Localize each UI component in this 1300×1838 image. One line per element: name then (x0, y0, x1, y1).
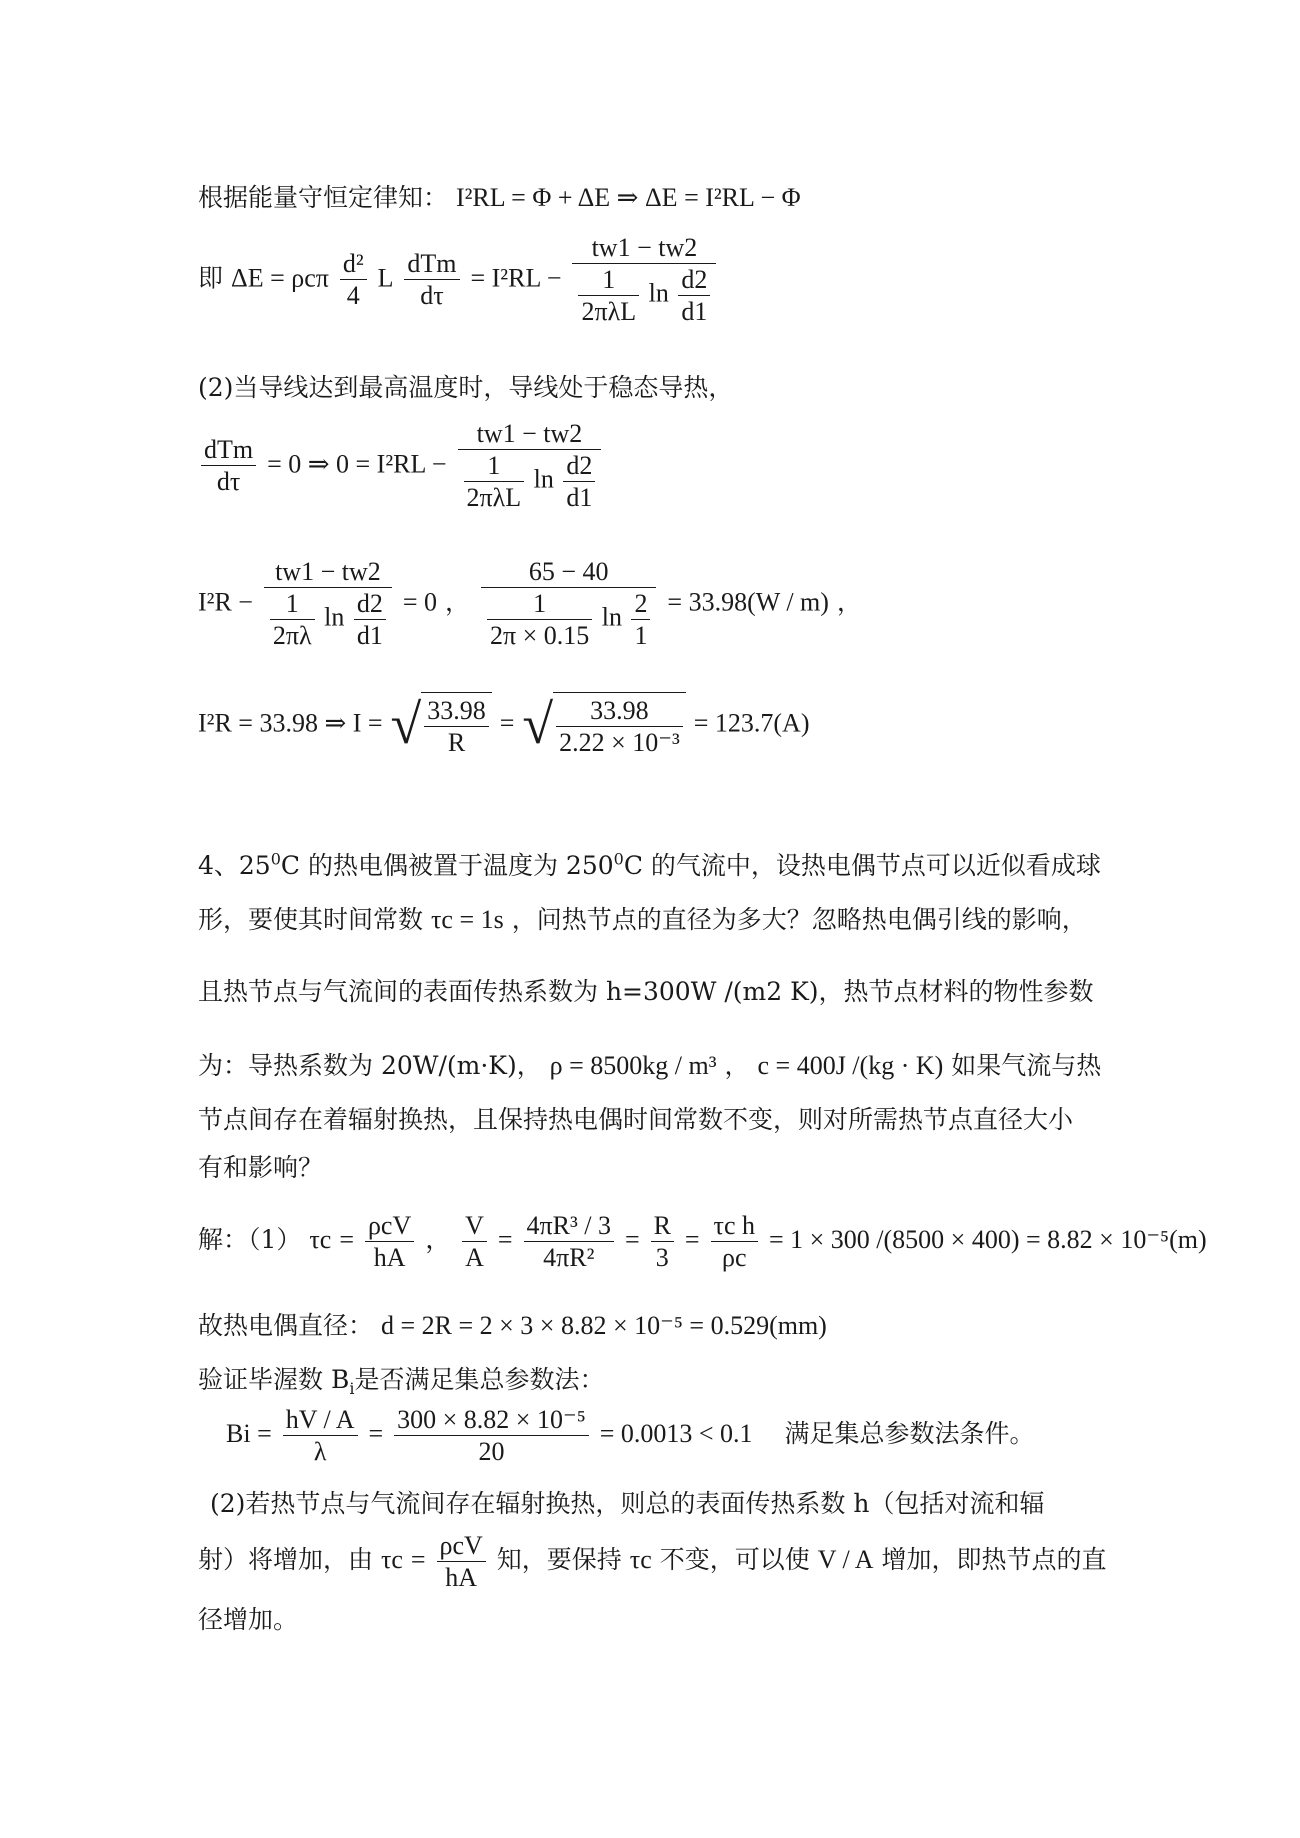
equals-sign: = (410, 1545, 426, 1575)
q4-l4b: 如果气流与热 (951, 1051, 1102, 1080)
current-lhs: I²R = 33.98 ⇒ I = (198, 708, 383, 738)
sqrt-3398-over-222 (522, 692, 685, 758)
d2-over-4-fraction (340, 248, 367, 311)
part-2-line-3: 径增加。 (198, 1605, 299, 1634)
numeric-resistance (481, 588, 657, 651)
d2-symbol: d2 (563, 450, 595, 482)
temp-difference-value: 65 − 40 (481, 556, 657, 588)
question-4-line-4 (198, 1046, 1101, 1082)
q4-l2b: ，问热节点的直径为多大？忽略热电偶引线的影响， (511, 905, 1087, 934)
two-pi-015: 2π × 0.15 (489, 621, 590, 651)
sqrt-3398-over-r (391, 692, 492, 758)
comma-separator: ， (724, 1051, 750, 1080)
dtm-numerator: dTm (201, 434, 256, 466)
d1-symbol: d1 (356, 621, 383, 651)
biot-result: = 0.0013 < 0.1 (599, 1419, 753, 1449)
biot-conclusion: 满足集总参数法条件。 (784, 1419, 1035, 1449)
one-numerator: 1 (270, 588, 315, 620)
v-over-a-inline: V / A (817, 1545, 874, 1575)
sphere-volume: 4πR³ / 3 (524, 1210, 615, 1242)
tauch: τc h (711, 1210, 759, 1242)
steady-state-text: (2)当导线达到最高温度时，导线处于稳态导热， (198, 373, 734, 402)
delta-e-equation-line (198, 232, 719, 328)
three: 3 (655, 1243, 669, 1273)
i2r-minus: I²R − (198, 587, 253, 617)
sphere-area: 4πR² (543, 1243, 595, 1273)
diameter-label: 故热电偶直径： (198, 1311, 374, 1340)
biot-suffix: 是否满足集总参数法： (354, 1365, 605, 1394)
d2-symbol: d2 (354, 588, 386, 620)
hv-a: hV / A (283, 1404, 358, 1436)
part-2-line-2 (198, 1530, 1107, 1593)
222-denominator: 2.22 × 10⁻³ (559, 728, 680, 758)
comma-separator: ， (836, 587, 862, 617)
d2-over-d1 (678, 264, 710, 327)
steady-mid: = 0 ⇒ 0 = I²RL − (267, 449, 447, 479)
v-symbol: V (462, 1210, 487, 1242)
biot-numeric-fraction (394, 1404, 589, 1467)
two-over-one (631, 588, 650, 651)
equals-zero: = 0 (402, 587, 438, 617)
numeric-heat-fraction (481, 556, 657, 652)
ha: hA (373, 1243, 406, 1273)
length-symbol: L (377, 263, 394, 293)
3398-over-222 (556, 695, 683, 758)
equals-sign: = (624, 1225, 640, 1255)
tau-c-symbol: τc (380, 1545, 403, 1575)
resistance-term (458, 450, 602, 513)
tw-difference: tw1 − tw2 (264, 556, 392, 588)
two-pi-lambda: 2πλ (272, 621, 312, 651)
q4-part-3: C 的气流中，设热电偶节点可以近似看成球 (623, 851, 1101, 880)
energy-conservation-line (198, 178, 801, 214)
rhocv: ρcV (365, 1210, 414, 1242)
dtm-dtau-fraction (201, 434, 256, 497)
ln-symbol: ln (648, 278, 669, 308)
biot-numerator: 300 × 8.82 × 10⁻⁵ (394, 1404, 589, 1436)
biot-check-line (198, 1360, 604, 1398)
ln-symbol: ln (601, 602, 622, 632)
heat-loss-fraction (572, 232, 716, 328)
radical-sign: √ (522, 694, 554, 757)
dtau-denominator: dτ (216, 467, 241, 497)
radical-sign: √ (390, 694, 422, 757)
radius-result: = 1 × 300 /(8500 × 400) = 8.82 × 10⁻⁵(m) (768, 1225, 1207, 1255)
four-denominator: 4 (346, 281, 360, 311)
one-over-2pilambdaL (578, 264, 639, 327)
p2-l2c: 不变，可以使 (659, 1545, 810, 1575)
tw-difference: tw1 − tw2 (458, 418, 602, 450)
d2-over-d1 (354, 588, 386, 651)
rhoc: ρc (722, 1243, 747, 1273)
heat-per-length-result: = 33.98(W / m) (667, 587, 829, 617)
r-denominator: R (447, 728, 466, 758)
solution-label: 解：（1） (198, 1225, 302, 1255)
resistance-term (572, 264, 716, 327)
tau-c-symbol: τc (309, 1225, 332, 1255)
subscript-i: i (349, 1379, 355, 1398)
one-over-2pilambda (270, 588, 315, 651)
twenty: 20 (478, 1437, 505, 1467)
delta-e-label: 即 (198, 263, 224, 293)
degree-0: 0 (270, 849, 281, 869)
lambda-symbol: λ (313, 1437, 327, 1467)
d2-over-d1 (563, 450, 595, 513)
biot-symbol: Bi = (226, 1419, 272, 1449)
energy-label: 根据能量守恒定律知： (198, 183, 449, 212)
q4-l2a: 形，要使其时间常数 (198, 905, 424, 934)
ha: hA (445, 1563, 478, 1593)
tau-c-symbol: τc (629, 1545, 652, 1575)
r-symbol: R (651, 1210, 674, 1242)
energy-equation: I²RL = Φ + ΔE ⇒ ΔE = I²RL − Φ (455, 183, 801, 212)
two-pi-lambda-L: 2πλL (581, 297, 637, 327)
p2-l2b: 知，要保持 (496, 1545, 622, 1575)
ln-symbol: ln (324, 602, 345, 632)
question-4-line-3: 且热节点与气流间的表面传热系数为 h=300W /(m2 K)，热节点材料的物性参数 (198, 977, 1094, 1006)
delta-e-rhs: = I²RL − (470, 263, 562, 293)
p2-l2d: 增加，即热节点的直 (881, 1545, 1107, 1575)
question-4-line-6: 有和影响？ (198, 1153, 324, 1182)
rhocv-over-ha (365, 1210, 414, 1273)
time-constant-eq: τc = 1s (430, 905, 504, 934)
v-over-a (462, 1210, 487, 1273)
comma-separator: ， (425, 1225, 452, 1255)
equals-sign: = (497, 1225, 513, 1255)
biot-equation-line (226, 1404, 1035, 1467)
sphere-volume-over-area (524, 1210, 615, 1273)
d1-symbol: d1 (566, 483, 593, 513)
q4-part-1: 4、25 (198, 851, 271, 880)
dtm-numerator: dTm (404, 248, 459, 280)
steady-state-equation-line (198, 418, 604, 514)
one-denominator: 1 (634, 621, 648, 651)
3398-over-r (424, 695, 489, 758)
d2-symbol: d2 (678, 264, 710, 296)
one-numerator: 1 (578, 264, 639, 296)
one-numerator: 1 (464, 450, 525, 482)
delta-e-lhs: ΔE = ρcπ (230, 263, 329, 293)
one-over-2pilambdaL (464, 450, 525, 513)
specific-heat-value: c = 400J /(kg · K) (757, 1051, 944, 1080)
equals-sign: = (339, 1225, 354, 1255)
rhocv: ρcV (437, 1530, 486, 1562)
two-pi-lambda-L: 2πλL (466, 483, 522, 513)
question-4-line-5: 节点间存在着辐射换热，且保持热电偶时间常数不变，则对所需热节点直径大小 (198, 1105, 1074, 1134)
diameter-equation: d = 2R = 2 × 3 × 8.82 × 10⁻⁵ = 0.529(mm) (380, 1311, 827, 1340)
hv-a-over-lambda (283, 1404, 358, 1467)
heat-per-length-line (198, 556, 862, 652)
one-over-2pi-015 (487, 588, 592, 651)
equals-sign: = (499, 708, 515, 738)
q4-part-2: C 的热电偶被置于温度为 250 (280, 851, 614, 880)
question-4-line-1 (198, 846, 1101, 882)
one-numerator: 1 (487, 588, 592, 620)
two-numerator: 2 (631, 588, 650, 620)
tauch-over-rhoc (711, 1210, 759, 1273)
biot-label: 验证毕渥数 B (198, 1365, 350, 1394)
q4-l4a: 为：导热系数为 20W/(m·K)， (198, 1051, 542, 1080)
rhocv-over-ha (437, 1530, 486, 1593)
ln-symbol: ln (533, 464, 554, 494)
a-symbol: A (465, 1243, 484, 1273)
degree-0: 0 (613, 849, 624, 869)
part-2-line-1: (2)若热节点与气流间存在辐射换热，则总的表面传热系数 h（包括对流和辐 (210, 1489, 1045, 1518)
dtm-dtau-fraction (404, 248, 459, 311)
d1-symbol: d1 (681, 297, 708, 327)
d2-numerator: d² (340, 248, 367, 280)
tw-difference: tw1 − tw2 (572, 232, 716, 264)
heat-loss-fraction (458, 418, 602, 514)
question-4-line-2 (198, 900, 1087, 936)
current-equation-line (198, 692, 809, 758)
density-value: ρ = 8500kg / m³ (549, 1051, 717, 1080)
current-result: = 123.7(A) (693, 708, 810, 738)
heat-loss-fraction (264, 556, 392, 652)
diameter-line (198, 1306, 827, 1342)
3398-numerator: 33.98 (556, 695, 683, 727)
p2-l2a: 射）将增加，由 (198, 1545, 374, 1575)
resistance-term (264, 588, 392, 651)
comma-separator: ， (444, 587, 470, 617)
dtau-denominator: dτ (420, 281, 444, 311)
solution-1-line (198, 1210, 1207, 1273)
3398-numerator: 33.98 (424, 695, 489, 727)
equals-sign: = (368, 1419, 384, 1449)
r-over-3 (651, 1210, 674, 1273)
equals-sign: = (684, 1225, 700, 1255)
